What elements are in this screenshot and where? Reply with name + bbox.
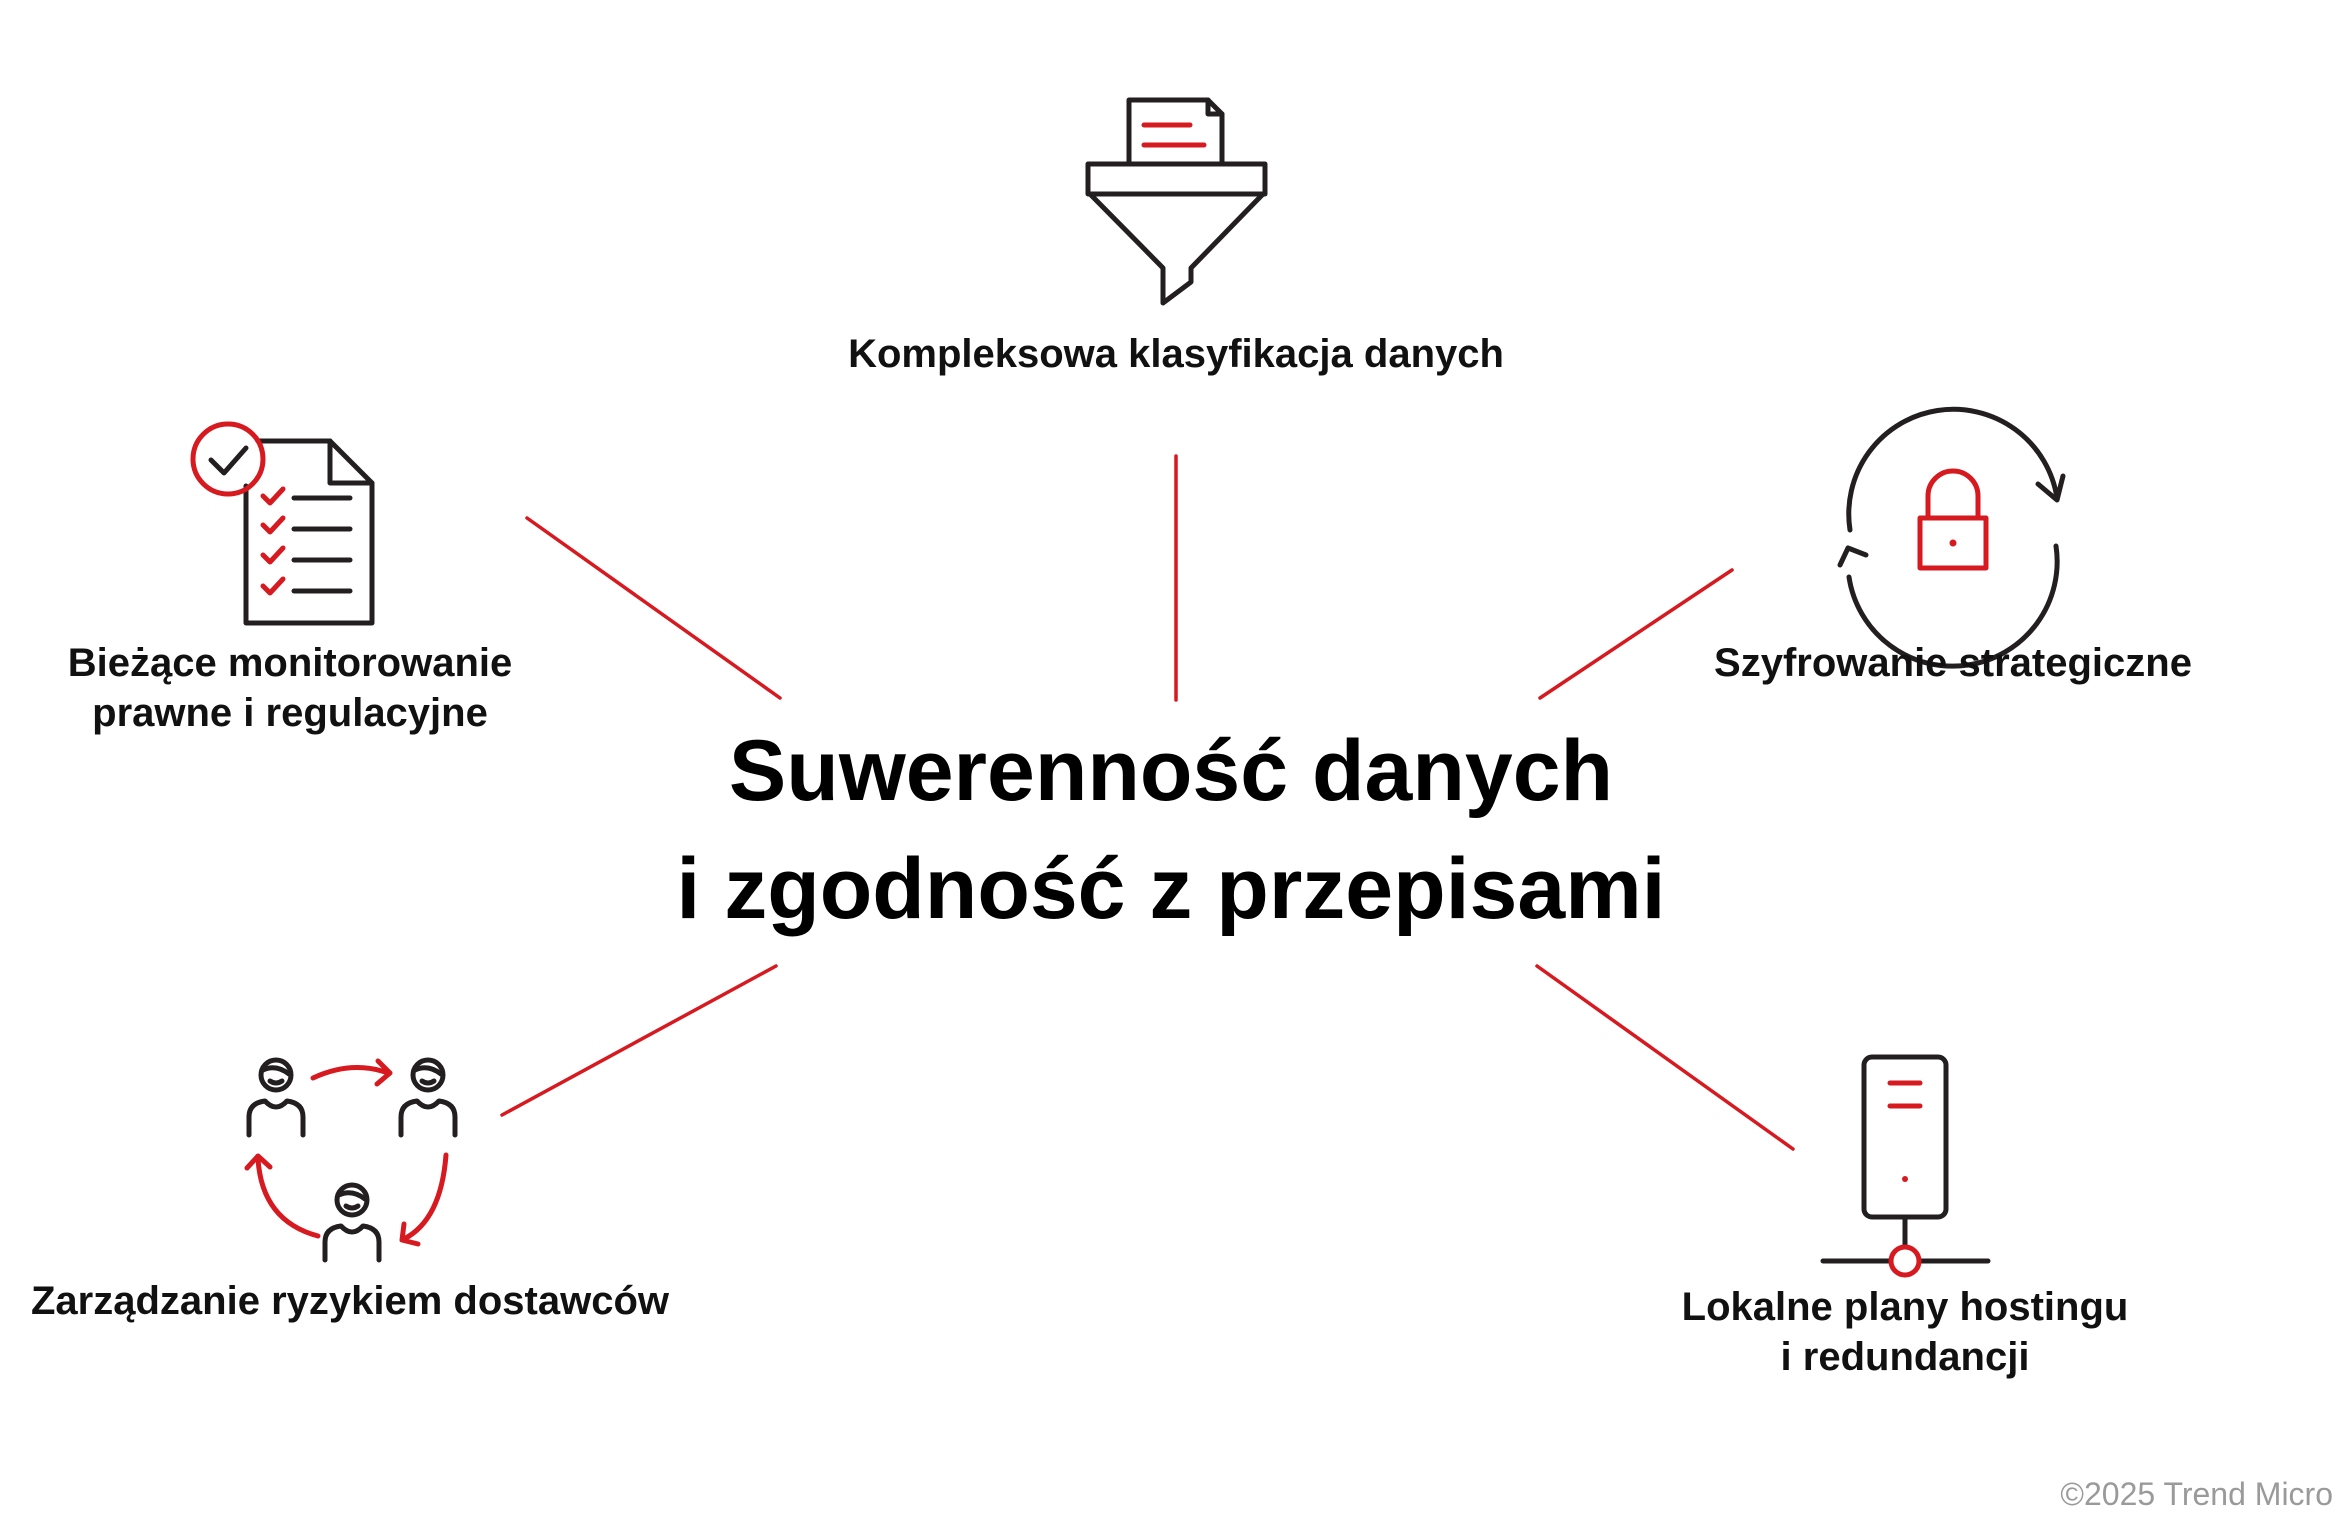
connector-bottom-left xyxy=(502,966,776,1115)
center-title xyxy=(571,712,1771,948)
node-label-monitoring xyxy=(40,638,540,738)
node-label-vendor-risk: Zarządzanie ryzykiem dostawców xyxy=(30,1279,669,1323)
node-label-hosting-line1: Lokalne plany hostingu xyxy=(1681,1285,2129,1329)
checklist-document-icon xyxy=(193,424,372,623)
connector-top-left xyxy=(527,518,780,698)
people-cycle-icon xyxy=(247,1060,455,1260)
padlock-cycle-icon xyxy=(1840,409,2063,666)
copyright-notice: ©2025 Trend Micro xyxy=(2060,1476,2333,1512)
connector-bottom-right xyxy=(1537,966,1793,1149)
node-label-monitoring-line1: Bieżące monitorowanie xyxy=(67,641,513,685)
center-title-line1: Suwerenność danych xyxy=(728,723,1614,819)
node-label-classification: Kompleksowa klasyfikacja danych xyxy=(848,332,1504,376)
node-label-encryption: Szyfrowanie strategiczne xyxy=(1714,641,2192,685)
node-label-hosting-line2: i redundancji xyxy=(1780,1335,2030,1379)
center-title-line2: i zgodność z przepisami xyxy=(676,841,1666,937)
server-icon xyxy=(1823,1057,1988,1275)
node-label-monitoring-line2: prawne i regulacyjne xyxy=(92,691,488,735)
funnel-document-icon xyxy=(1088,100,1265,303)
node-label-hosting xyxy=(1605,1282,2205,1382)
